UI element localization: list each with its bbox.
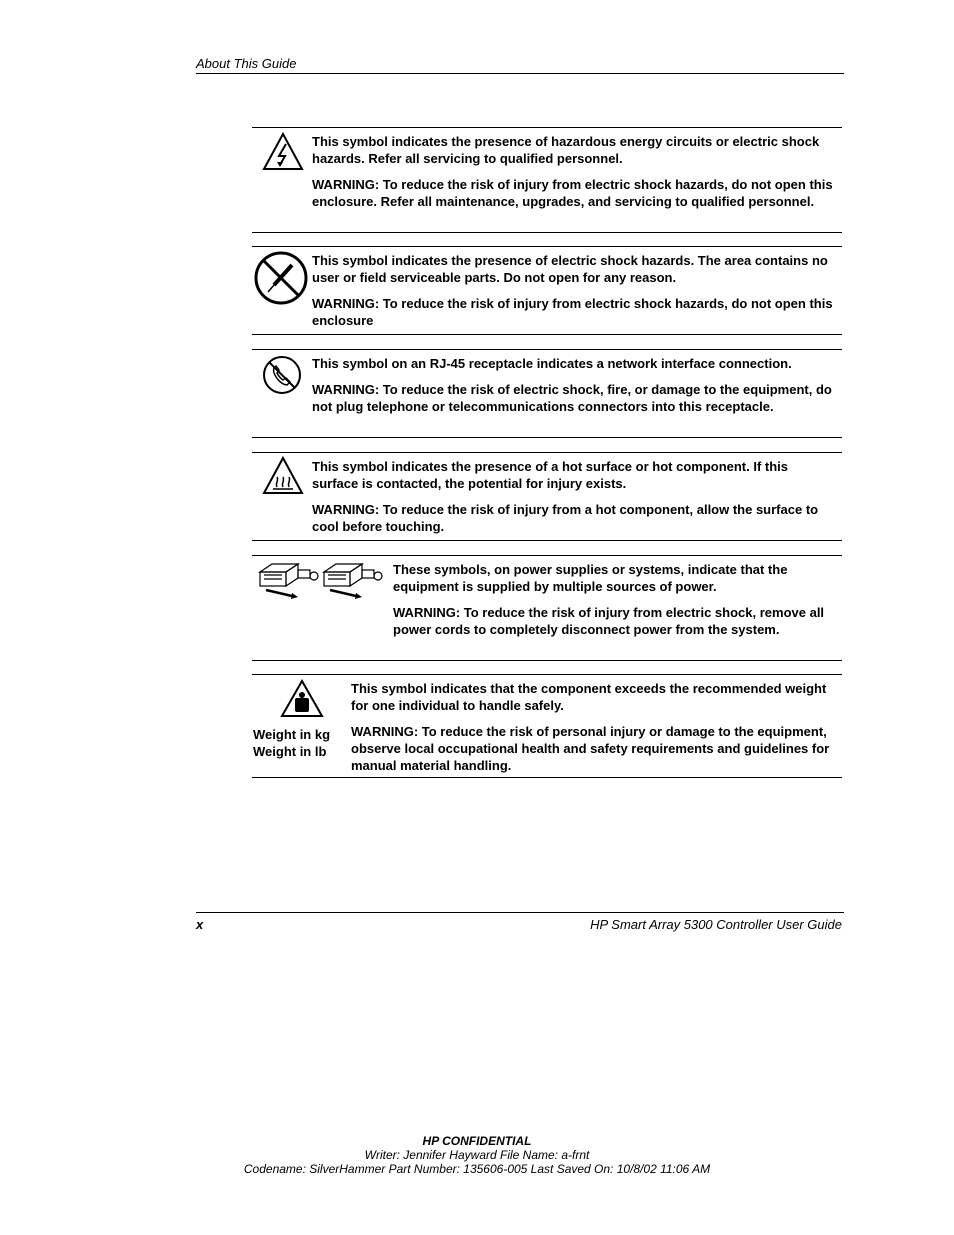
block-description: This symbol indicates the presence of hazardous energy circuits or electric shock hazards. Refer all servicing to qualified personnel. bbox=[312, 134, 820, 166]
multiple-power-supplies-icon bbox=[258, 560, 388, 600]
block-description: This symbol indicates the presence of a hot surface or hot component. If this surface is contacted, the potential for injury exists. bbox=[312, 459, 789, 491]
hot-surface-triangle-icon bbox=[262, 456, 304, 496]
block-warning: WARNING: To reduce the risk of electric shock, fire, or damage to the equipment, do not plug telephone or telecommunications connectors into this receptacle. bbox=[312, 382, 832, 414]
no-telephone-icon bbox=[262, 355, 302, 395]
safety-block-hot-surface bbox=[252, 452, 842, 541]
header-title: About This Guide bbox=[196, 56, 297, 71]
weight-kg-label: Weight in kg bbox=[253, 727, 331, 742]
block-warning: WARNING: To reduce the risk of injury from electric shock hazards, do not open this enclosure bbox=[312, 296, 833, 328]
safety-block-rj45 bbox=[252, 349, 842, 438]
block-warning: WARNING: To reduce the risk of injury from electric shock, remove all power cords to completely disconnect power from the system. bbox=[393, 605, 825, 637]
running-header bbox=[196, 56, 844, 74]
safety-block-no-service bbox=[252, 246, 842, 335]
no-tools-icon bbox=[254, 251, 308, 305]
writer-file-line: Writer: Jennifer Hayward File Name: a-frnt bbox=[364, 1148, 590, 1162]
safety-block-heavy-weight bbox=[252, 674, 842, 778]
block-warning: WARNING: To reduce the risk of injury from electric shock hazards, do not open this enclosure. Refer all maintenance, upgrades, and servicing to qualified personnel. bbox=[312, 177, 833, 209]
block-description: This symbol indicates that the component exceeds the recommended weight for one individual to handle safely. bbox=[351, 681, 827, 713]
footer-doc-title: HP Smart Array 5300 Controller User Guide bbox=[590, 917, 842, 932]
block-warning: WARNING: To reduce the risk of personal injury or damage to the equipment, observe local occupational health and safety requirements and guidelines for manual material handling. bbox=[351, 724, 830, 773]
codename-line: Codename: SilverHammer Part Number: 135606-005 Last Saved On: 10/8/02 11:06 AM bbox=[243, 1162, 711, 1176]
heavy-weight-triangle-icon bbox=[280, 679, 324, 719]
running-footer bbox=[196, 912, 844, 932]
safety-block-multiple-power bbox=[252, 555, 842, 661]
weight-unit-labels bbox=[253, 726, 330, 760]
confidential-notice bbox=[0, 1134, 954, 1176]
weight-lb-label: Weight in lb bbox=[253, 744, 327, 759]
block-description: This symbol indicates the presence of electric shock hazards. The area contains no user or field serviceable parts. Do not open for any reason. bbox=[312, 253, 828, 285]
block-description: This symbol on an RJ-45 receptacle indicates a network interface connection. bbox=[312, 356, 792, 371]
confidential-label: HP CONFIDENTIAL bbox=[422, 1134, 532, 1148]
electric-hazard-triangle-icon bbox=[262, 132, 304, 172]
block-description: These symbols, on power supplies or systems, indicate that the equipment is supplied by multiple sources of power. bbox=[393, 562, 788, 594]
safety-block-electric-hazard bbox=[252, 127, 842, 233]
block-warning: WARNING: To reduce the risk of injury from a hot component, allow the surface to cool before touching. bbox=[312, 502, 819, 534]
page-number: x bbox=[196, 917, 204, 932]
